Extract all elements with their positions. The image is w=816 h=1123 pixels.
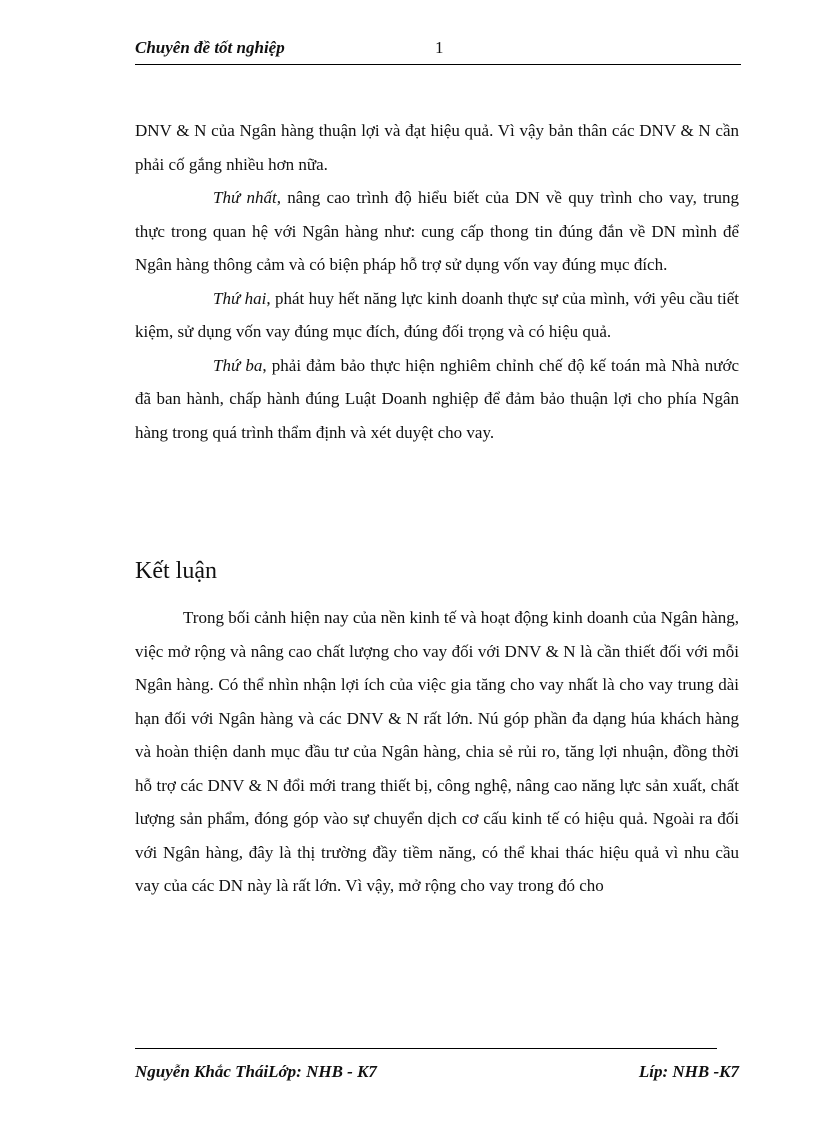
paragraph-intro: DNV & N của Ngân hàng thuận lợi và đạt hiệu quả. Vì vậy bản thân các DNV & N cần phải cố gắng nhiều hơn nữa. xyxy=(135,121,739,174)
paragraph-third-text: , phải đảm bảo thực hiện nghiêm chỉnh chế độ kế toán mà Nhà nước đã ban hành, chấp hành đúng Luật Doanh nghiệp để đảm bảo thuận lợi cho phía Ngân hàng trong quá trình thẩm định và xét duyệt cho vay. xyxy=(135,355,739,442)
header-title: Chuyên đề tốt nghiệp xyxy=(135,38,285,57)
paragraph-conclusion: Trong bối cảnh hiện nay của nền kinh tế và hoạt động kinh doanh của Ngân hàng, việc mở rộng và nâng cao chất lượng cho vay đối với DNV & N là cần thiết đối với mỗi Ngân hàng. Có thể nhìn nhận lợi ích của việc gia tăng cho vay nhất là cho vay trung dài hạn đối với Ngân hàng và các DNV & N rất lớn. Nú góp phần đa dạng húa khách hàng và hoàn thiện danh mục đầu tư của Ngân hàng, chia sẻ rủi ro, tăng lợi nhuận, đồng thời hỗ trợ các DNV & N đổi mới trang thiết bị, công nghệ, nâng cao năng lực sản xuất, chất lượng sản phẩm, đóng góp vào sự chuyển dịch cơ cấu kinh tế có hiệu quả. Ngoài ra đối với Ngân hàng, đây là thị trường đầy tiềm năng, có thể khai thác hiệu quả vì nhu cầu vay của các DN này là rất lớn. Vì vậy, mở rộng cho vay trong đó cho xyxy=(135,608,739,895)
paragraph-first xyxy=(135,181,739,282)
paragraph-second-text: , phát huy hết năng lực kinh doanh thực sự của mình, với yêu cầu tiết kiệm, sử dụng vốn vay đúng mục đích, đúng đối trọng và có hiệu quả. xyxy=(135,288,739,341)
footer-rule xyxy=(135,1048,717,1049)
page-body xyxy=(135,114,739,903)
paragraph-third xyxy=(135,349,739,450)
paragraph-first-lead: Thứ nhất xyxy=(213,188,277,207)
page-header xyxy=(135,36,741,65)
paragraph-third-lead: Thứ ba xyxy=(213,355,263,375)
page-number: 1 xyxy=(435,38,444,57)
section-heading: Kết luận xyxy=(135,558,217,584)
paragraph-first-text: , nâng cao trình độ hiểu biết của DN về quy trình cho vay, trung thực trong quan hệ với Ngân hàng như: cung cấp thong tin đúng đắn về DN mình để Ngân hàng thông cảm và có biện pháp hỗ trợ sử dụng vốn vay đúng mục đích. xyxy=(135,188,739,274)
footer-author: Nguyễn Khắc TháiLớp: NHB - K7 xyxy=(135,1062,377,1081)
paragraph-second xyxy=(135,282,739,349)
paragraph-second-lead: Thứ hai xyxy=(213,288,267,308)
footer-class: Líp: NHB -K7 xyxy=(638,1062,739,1081)
page-footer xyxy=(135,1048,741,1081)
